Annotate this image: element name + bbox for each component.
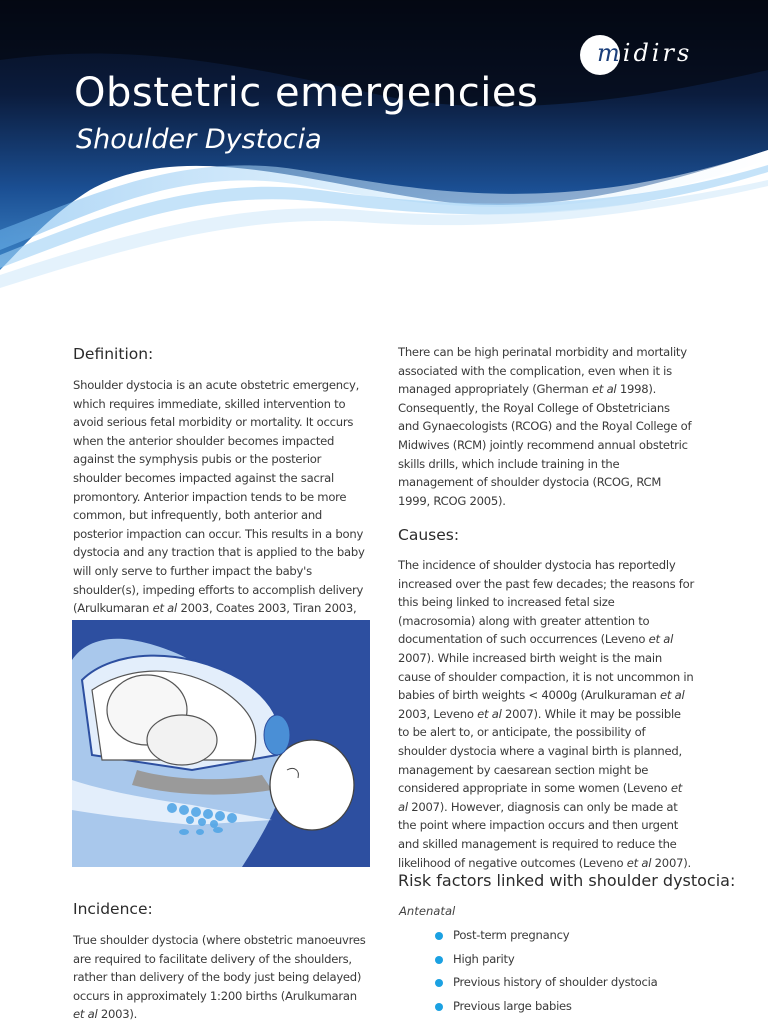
- definition-text: Shoulder dystocia is an acute obstetric emergency, which requires immediate, skilled intervention to avoid serious fetal morbidity or mortality. It occurs when the anterior shoulder becomes impacted against the symphysis pubis or the posterior shoulder becomes impacted against the sacral promontory. Anterior impaction tends to be more common, but infrequently, both anterior and posterior impaction can occur. This results in a bony dystocia and any traction that is applied to the baby will only serve to further impact the baby's shoulder(s), impeding efforts to accomplish delivery (Arulkumaran et al 2003, Coates 2003, Tiran 2003,: [73, 378, 365, 616]
- definition-heading: Definition:: [73, 345, 154, 363]
- antenatal-label: Antenatal: [399, 904, 456, 918]
- risk-factors-heading: Risk factors linked with shoulder dystocia:: [398, 871, 736, 890]
- causes-text: The incidence of shoulder dystocia has reportedly increased over the past few decades; the reasons for this being linked to increased fetal size (macrosomia) along with greater attention to documentation of such occurrences (Leveno et al 2007). While increased birth weight is the main cause of shoulder compaction, it is not uncommon in babies of birth weights < 4000g (Arulkuraman et al 2003, Leveno et al 2007). While it may be possible to be alert to, or anticipate, the possibility of shoulder dystocia where a vaginal birth is planned, management by caesarean section might be considered appropriate in some women (Leveno et al 2007). However, diagnosis can only be made at the point where impaction occurs and then urgent and skilled management is required to reduce the likelihood of negative outcomes (Leveno et al 2007).: [398, 558, 694, 870]
- causes-heading: Causes:: [398, 526, 460, 544]
- bullet-icon: [435, 956, 443, 964]
- logo-text: midirs: [597, 39, 693, 67]
- page-subtitle: Shoulder Dystocia: [76, 124, 322, 155]
- risk-factor-list: [435, 926, 695, 1020]
- midirs-logo: [580, 35, 710, 75]
- list-item: Post-term pregnancy: [435, 926, 695, 950]
- list-item: Previous history of shoulder dystocia: [435, 973, 695, 997]
- morbidity-text: There can be high perinatal morbidity and mortality associated with the complication, even when it is managed appropriately (Gherman et al 1998). Consequently, the Royal College of Obstetricians and Gynaecologists (RCOG) and the Royal College of Midwives (RCM) jointly recommend annual obstetric skills drills, which include training in the management of shoulder dystocia (RCOG, RCM 1999, RCOG 2005).: [398, 345, 692, 508]
- bullet-icon: [435, 979, 443, 987]
- incidence-text: True shoulder dystocia (where obstetric manoeuvres are required to facilitate delivery of the shoulders, rather than delivery of the body just being delayed) occurs in approximately 1:200 births (Arulkumaran et al 2003).: [73, 933, 366, 1022]
- list-item: Previous large babies: [435, 997, 695, 1021]
- page-title: Obstetric emergencies: [74, 70, 539, 116]
- bullet-icon: [435, 932, 443, 940]
- shoulder-dystocia-illustration: [72, 620, 370, 867]
- list-item: High parity: [435, 950, 695, 974]
- bullet-icon: [435, 1003, 443, 1011]
- incidence-heading: Incidence:: [73, 900, 153, 918]
